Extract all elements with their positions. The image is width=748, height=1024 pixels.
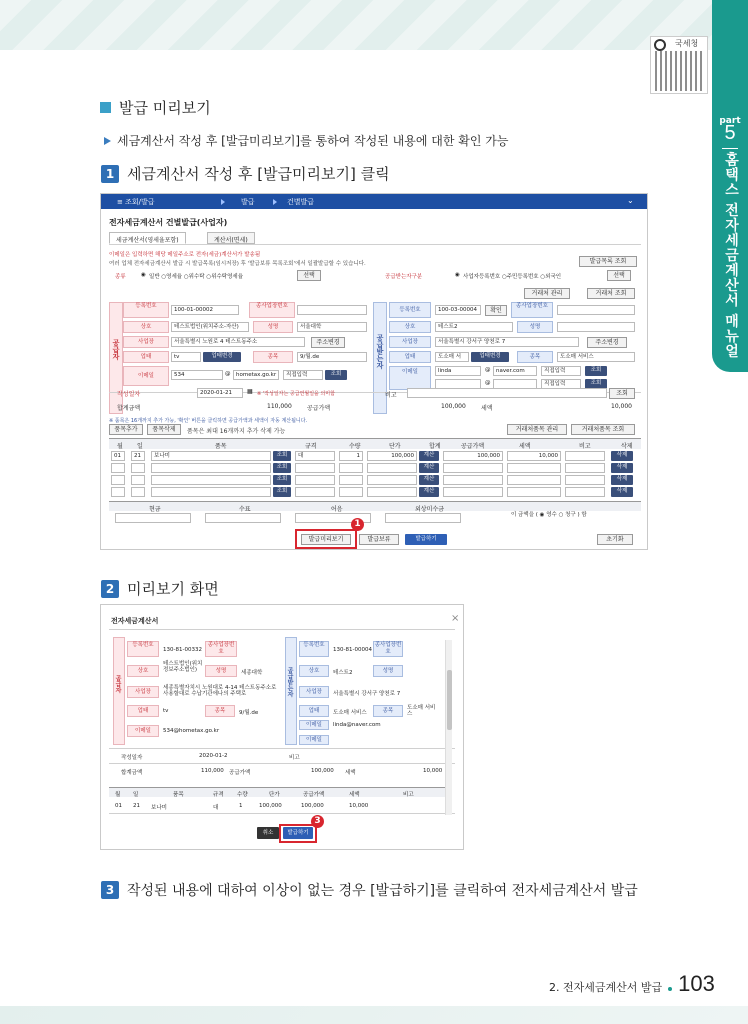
supply-value: 100,000 <box>441 403 466 410</box>
nav-issue[interactable]: 발급 <box>241 198 255 206</box>
step-1-heading <box>101 163 390 184</box>
col-month: 월 <box>117 443 123 450</box>
p-supplier-label: 공급자 <box>114 675 121 693</box>
p-receiver-label: 공급받는자 <box>286 667 293 697</box>
sup-email-query-button[interactable]: 조회 <box>325 370 347 380</box>
row3-price[interactable] <box>367 475 417 485</box>
pay-cash-input[interactable] <box>115 513 191 523</box>
p-sup-biz-label: 업태 <box>127 705 159 717</box>
section-bullet <box>104 132 508 149</box>
step-3-title: 작성된 내용에 대하여 이상이 없는 경우 [발급하기]를 클릭하여 전자세금계산서 발급 <box>127 883 638 899</box>
p-row1-price: 100,000 <box>259 803 282 809</box>
nav-collapse-icon[interactable]: ⌄ <box>627 196 634 205</box>
row1-qty[interactable]: 1 <box>339 451 363 461</box>
p-col-day: 일 <box>133 792 139 798</box>
page-footer <box>549 971 715 997</box>
p-sup-reg-no: 130-81-00332 <box>163 647 202 653</box>
add-hint: 품목은 최대 16개까지 추가 삭제 가능 <box>187 428 286 435</box>
row4-supply[interactable] <box>443 487 503 497</box>
col-day: 일 <box>137 443 143 450</box>
at-sign: @ <box>225 371 231 377</box>
p-supply-label: 공급가액 <box>229 770 251 776</box>
row2-day[interactable] <box>131 463 145 473</box>
list-query-button[interactable]: 발급목록 조회 <box>579 256 637 267</box>
partner-query-button[interactable]: 거래처 조회 <box>587 288 635 299</box>
close-icon[interactable]: × <box>451 613 460 624</box>
row4-qty[interactable] <box>339 487 363 497</box>
rcv-item-label: 종목 <box>517 351 553 363</box>
callout-1: 1 <box>351 518 364 531</box>
p-divider-3 <box>109 813 455 814</box>
p-sup-item: 9/월.de <box>239 710 259 716</box>
rcv-email2-direct-select[interactable]: 직접입력 <box>541 379 581 389</box>
tab-invoice[interactable]: 계산서(면세) <box>207 232 255 244</box>
row1-price[interactable]: 100,000 <box>367 451 417 461</box>
triangle-bullet-icon <box>104 137 111 145</box>
p-row1-qty: 1 <box>239 803 243 809</box>
row4-delete-button[interactable]: 삭제 <box>611 487 633 497</box>
sup-email-id[interactable]: 534 <box>171 370 223 380</box>
p-total: 110,000 <box>201 768 224 774</box>
preview-cancel-button[interactable]: 취소 <box>257 827 279 839</box>
p-row1-tax: 10,000 <box>349 803 369 809</box>
row4-tax[interactable] <box>507 487 561 497</box>
rcv-at-sign: @ <box>485 367 491 373</box>
nav-arrow-icon <box>273 199 277 205</box>
screenshot-preview-dialog <box>100 604 464 850</box>
rcv-biz-label: 업태 <box>389 351 431 363</box>
p-tax: 10,000 <box>423 768 443 774</box>
row4-month[interactable] <box>111 487 125 497</box>
form-title: 전자세금계산서 건별발급(사업자) <box>109 218 228 227</box>
sup-email-domain[interactable]: hometax.go.kr <box>233 370 279 380</box>
rcv-email-query-button[interactable]: 조회 <box>585 366 607 376</box>
p-supply: 100,000 <box>311 768 334 774</box>
supplier-label: 공급자 <box>112 339 120 360</box>
row3-tax[interactable] <box>507 475 561 485</box>
sup-rep-label: 성명 <box>253 321 293 333</box>
sup-sub-label: 종사업장번호 <box>249 302 295 318</box>
row3-qty[interactable] <box>339 475 363 485</box>
date-input[interactable]: 2020-01-21 <box>197 388 243 398</box>
nav-single-issue[interactable]: 건별발급 <box>287 198 315 206</box>
row2-item[interactable] <box>151 463 271 473</box>
p-col-item: 품목 <box>173 792 184 798</box>
sup-email-label: 이메일 <box>123 366 169 386</box>
preview-highlight-box <box>295 529 357 549</box>
receiver-type-label: 공급받는자구분 <box>385 274 423 280</box>
bulk-notice: 여러 업체 전자세금계산서 발급 시 발급목록(임시저장) 후 '발급보류 목록조회'에서 일괄발급할 수 있습니다. <box>109 261 366 267</box>
p-rcv-sub-label: 종사업장번호 <box>374 642 402 655</box>
sup-sub-no-input[interactable] <box>297 305 367 315</box>
tax-label: 세액 <box>481 405 493 412</box>
pay-cash-label: 현금 <box>149 506 161 513</box>
p-sup-rep: 세종대학 <box>241 670 263 676</box>
sup-email-direct-select[interactable]: 직접입력 <box>283 370 323 380</box>
row4-remark[interactable] <box>565 487 605 497</box>
p-col-qty: 수량 <box>237 792 248 798</box>
chapter-side-tab <box>712 0 748 372</box>
delete-item-button[interactable]: 품목삭제 <box>147 424 181 435</box>
sup-biz-change-button[interactable]: 업태변경 <box>203 352 241 362</box>
nav-menu[interactable]: ≡ 조회/발급 <box>117 198 155 206</box>
rcv-email2-query-button[interactable]: 조회 <box>585 379 607 389</box>
p-row1-supply: 100,000 <box>301 803 324 809</box>
preview-scrollbar[interactable] <box>445 640 452 815</box>
p-sup-name-label: 상호 <box>127 665 159 677</box>
pay-credit-label: 외상미수금 <box>415 506 444 513</box>
page-number: 103 <box>678 971 715 996</box>
p-remark-label: 비고 <box>289 755 300 761</box>
step-3-heading <box>101 880 638 900</box>
rcv-email-domain[interactable]: naver.com <box>493 366 537 376</box>
p-divider-2 <box>109 763 455 764</box>
rcv-biz[interactable]: 도소매 서 <box>435 352 469 362</box>
row3-item[interactable] <box>151 475 271 485</box>
rcv-confirm-button[interactable]: 확인 <box>485 305 507 316</box>
rcv-reg-no-label: 등록번호 <box>389 302 431 318</box>
remark-input[interactable] <box>407 388 607 398</box>
col-price: 단가 <box>389 443 401 450</box>
sup-item[interactable]: 9/월.de <box>297 352 367 362</box>
rcv-email-direct-select[interactable]: 직접입력 <box>541 366 581 376</box>
tab-underline <box>109 244 641 245</box>
row1-supply[interactable]: 100,000 <box>443 451 503 461</box>
item-table-header <box>109 438 641 449</box>
preview-scrollbar-thumb[interactable] <box>447 670 452 730</box>
p-col-supply: 공급가액 <box>303 792 325 798</box>
p-sup-rep-label: 성명 <box>205 665 237 677</box>
p-item-header <box>109 787 445 797</box>
square-bullet-icon <box>100 102 111 113</box>
nts-logo-icon <box>654 39 666 51</box>
item-query-button[interactable]: 거래처품목 조회 <box>571 424 635 435</box>
pay-note-label: 어음 <box>331 506 343 513</box>
step-2-title: 미리보기 화면 <box>127 580 219 598</box>
p-rcv-addr: 서울특별시 강서구 양천로 7 <box>333 691 401 697</box>
p-rcv-item-label: 종목 <box>373 705 403 717</box>
row4-spec[interactable] <box>295 487 335 497</box>
p-rcv-name-label: 상호 <box>299 665 329 677</box>
row3-calc-button[interactable]: 계산 <box>419 475 439 485</box>
row4-calc-button[interactable]: 계산 <box>419 487 439 497</box>
col-supply: 공급가액 <box>461 443 485 450</box>
col-tax: 세액 <box>519 443 531 450</box>
sup-reg-no: 100-01-00002 <box>171 305 239 315</box>
p-sup-biz: tv <box>163 708 169 714</box>
col-qty: 수량 <box>349 443 361 450</box>
qr-title: 국세청 <box>675 39 699 48</box>
callout-3: 3 <box>311 815 324 828</box>
row1-item[interactable]: 보나미 <box>151 451 271 461</box>
p-date-label: 작성일자 <box>121 755 143 761</box>
preview-title: 전자세금계산서 <box>111 617 159 625</box>
step-1-title: 세금계산서 작성 후 [발급미리보기] 클릭 <box>127 165 390 183</box>
p-col-tax: 세액 <box>349 792 360 798</box>
row3-supply[interactable] <box>443 475 503 485</box>
col-remark: 비고 <box>579 443 591 450</box>
rcv-rep-input[interactable] <box>557 322 635 332</box>
date-notice: ※ '작성일자는 공급연월일을 의미함 <box>257 391 335 397</box>
pay-credit-input[interactable] <box>385 513 461 523</box>
p-sup-name: 테스트법인(위치정보주소법인) <box>163 661 203 673</box>
p-rcv-biz-label: 업태 <box>299 705 329 717</box>
row3-delete-button[interactable]: 삭제 <box>611 475 633 485</box>
row2-tax[interactable] <box>507 463 561 473</box>
rcv-addr-change-button[interactable]: 주소변경 <box>587 337 627 348</box>
row2-remark[interactable] <box>565 463 605 473</box>
row2-calc-button[interactable]: 계산 <box>419 463 439 473</box>
footer-section-label: 2. 전자세금계산서 발급 <box>549 981 663 994</box>
reset-button[interactable]: 초기화 <box>597 534 633 545</box>
row2-delete-button[interactable]: 삭제 <box>611 463 633 473</box>
receiver-radio-marker[interactable]: ◉ <box>455 272 460 278</box>
top-decorative-band <box>0 0 748 50</box>
nav-bar <box>101 194 647 209</box>
sup-reg-no-label: 등록번호 <box>123 302 169 318</box>
row3-month[interactable] <box>111 475 125 485</box>
row2-supply[interactable] <box>443 463 503 473</box>
section-title-text: 발급 미리보기 <box>119 99 211 117</box>
row1-calc-button[interactable]: 계산 <box>419 451 439 461</box>
col-sum: 합계 <box>429 443 441 450</box>
p-rcv-rep-label: 성명 <box>373 665 403 677</box>
p-col-price: 단가 <box>269 792 280 798</box>
row2-price[interactable] <box>367 463 417 473</box>
total-label: 합계금액 <box>117 405 141 412</box>
sup-item-label: 종목 <box>253 351 293 363</box>
partner-manage-button[interactable]: 거래처 관리 <box>524 288 570 299</box>
add-item-button[interactable]: 품목추가 <box>109 424 143 435</box>
calendar-icon[interactable]: ▦ <box>247 388 253 395</box>
date-label: 작성일자 <box>117 391 141 398</box>
receiver-select-button[interactable]: 선택 <box>607 270 631 281</box>
rcv-at-sign-2: @ <box>485 380 491 386</box>
receiver-label: 공급받는자 <box>376 334 384 369</box>
sup-name-label: 상호 <box>123 321 169 333</box>
issue-hold-button[interactable]: 발급보류 <box>359 534 399 545</box>
row1-spec[interactable]: 대 <box>295 451 335 461</box>
row3-query-button[interactable]: 조회 <box>273 475 291 485</box>
p-rcv-reg-label: 등록번호 <box>299 641 329 657</box>
pay-check-input[interactable] <box>205 513 281 523</box>
p-col-month: 월 <box>115 792 121 798</box>
claim-text[interactable]: 이 금액을 ( ◉ 영수 ○ 청구 ) 함 <box>511 512 587 518</box>
supply-label: 공급가액 <box>307 405 331 412</box>
rcv-email-label: 이메일 <box>389 366 431 390</box>
row2-month[interactable] <box>111 463 125 473</box>
part-label: part <box>719 116 741 126</box>
p-sup-addr-label: 사업장 <box>127 686 159 698</box>
row2-spec[interactable] <box>295 463 335 473</box>
row-notice: ※ 품목은 16개까지 추가 가능, '확인' 버튼을 클릭하면 공급가액과 세액이 자동 계산됩니다. <box>109 418 308 424</box>
bottom-decorative-band <box>0 1006 748 1024</box>
rcv-name[interactable]: 테스트2 <box>435 322 513 332</box>
row3-spec[interactable] <box>295 475 335 485</box>
col-spec: 규격 <box>305 443 317 450</box>
rcv-rep-label: 성명 <box>517 321 553 333</box>
row1-day[interactable]: 21 <box>131 451 145 461</box>
step-2-heading <box>101 578 219 599</box>
row1-remark[interactable] <box>565 451 605 461</box>
p-rcv-email: linda@naver.com <box>333 722 381 728</box>
pay-check-label: 수표 <box>239 506 251 513</box>
p-rcv-biz: 도소매 서비스 <box>333 710 367 716</box>
sup-rep[interactable]: 서울대학 <box>297 322 367 332</box>
p-divider-1 <box>109 748 455 749</box>
issue-highlight-box <box>279 824 317 843</box>
p-sup-item-label: 종목 <box>205 705 235 717</box>
p-rcv-name: 테스트2 <box>333 670 353 676</box>
type-select-button[interactable]: 선택 <box>297 270 321 281</box>
col-delete: 삭제 <box>621 443 633 450</box>
email-notice: 이메일은 입력하면 해당 메일주소로 전자(세금)계산서가 발송됨 <box>109 252 261 258</box>
row1-month[interactable]: 01 <box>111 451 125 461</box>
sup-name[interactable]: 테스트법인(위치주소-자산) <box>171 322 249 332</box>
p-row1-item: 보나미 <box>151 805 167 811</box>
p-col-remark: 비고 <box>403 792 414 798</box>
row4-day[interactable] <box>131 487 145 497</box>
row3-day[interactable] <box>131 475 145 485</box>
p-rcv-reg-no: 130-81-00004 <box>333 647 372 653</box>
row4-item[interactable] <box>151 487 271 497</box>
step-3-number: 3 <box>101 881 119 899</box>
qr-code <box>650 36 708 94</box>
rcv-reg-no[interactable]: 100-03-00004 <box>435 305 481 315</box>
type-label: 종류 <box>115 274 126 280</box>
p-sup-sub-label: 종사업장번호 <box>205 641 237 657</box>
p-date: 2020-01-2 <box>199 753 228 759</box>
screenshot-issue-form <box>100 193 648 550</box>
row2-query-button[interactable]: 조회 <box>273 463 291 473</box>
row2-qty[interactable] <box>339 463 363 473</box>
p-col-spec: 규격 <box>213 792 224 798</box>
qr-pattern <box>655 51 705 91</box>
nav-arrow-icon <box>221 199 225 205</box>
p-rcv-item: 도소매 서비스 <box>407 705 436 717</box>
receiver-type-options[interactable]: 사업자등록번호 ○주민등록번호 ○외국인 <box>463 274 562 280</box>
sup-addr-label: 사업장 <box>123 336 169 348</box>
type-options[interactable]: 일반 ○영세율 ○위수탁 ○위수탁영세율 <box>149 274 244 280</box>
p-total-label: 합계금액 <box>121 770 143 776</box>
p-tax-label: 세액 <box>345 770 356 776</box>
rcv-addr-label: 사업장 <box>389 336 431 348</box>
p-rcv-email2-label: 이메일 <box>299 735 329 745</box>
sup-biz-label: 업태 <box>123 351 169 363</box>
p-sup-reg-label: 등록번호 <box>127 641 159 657</box>
p-rcv-addr-label: 사업장 <box>299 686 329 698</box>
rcv-sub-no-input[interactable] <box>557 305 635 315</box>
step-1-number: 1 <box>101 165 119 183</box>
tab-tax-invoice[interactable]: 세금계산서(영세율포함) <box>109 232 186 244</box>
title-divider <box>109 629 455 630</box>
sup-addr-change-button[interactable]: 주소변경 <box>311 337 345 348</box>
type-row <box>109 270 641 281</box>
rcv-sub-label: 종사업장번호 <box>511 302 553 318</box>
remark-query-button[interactable]: 조회 <box>609 388 635 399</box>
tab-divider <box>722 148 738 149</box>
section-bullet-text: 세금계산서 작성 후 [발급미리보기]를 통하여 작성된 내용에 대한 확인 가능 <box>117 134 509 148</box>
preview-issue-button[interactable]: 발급하기 <box>283 827 313 839</box>
col-item: 품목 <box>215 443 227 450</box>
row1-query-button[interactable]: 조회 <box>273 451 291 461</box>
footer-dot-icon <box>668 987 672 991</box>
row4-price[interactable] <box>367 487 417 497</box>
p-row1-spec: 대 <box>213 805 219 811</box>
row3-remark[interactable] <box>565 475 605 485</box>
sup-addr[interactable]: 서울특별시 노원로 4 테스트동주소 <box>171 337 305 347</box>
item-manage-button[interactable]: 거래처품목 관리 <box>507 424 567 435</box>
sup-biz[interactable]: tv <box>171 352 201 362</box>
row1-delete-button[interactable]: 삭제 <box>611 451 633 461</box>
rcv-addr[interactable]: 서울특별시 강서구 양천로 7 <box>435 337 579 347</box>
preview-issue-button[interactable]: 발급미리보기 <box>301 534 351 545</box>
p-row1-day: 21 <box>133 803 140 809</box>
rcv-biz-change-button[interactable]: 업태변경 <box>471 352 509 362</box>
issue-button[interactable]: 발급하기 <box>405 534 447 545</box>
row4-query-button[interactable]: 조회 <box>273 487 291 497</box>
p-row1-month: 01 <box>115 803 122 809</box>
total-value: 110,000 <box>267 403 292 410</box>
rcv-name-label: 상호 <box>389 321 431 333</box>
p-rcv-email-label: 이메일 <box>299 720 329 730</box>
type-radio-marker[interactable]: ◉ <box>141 272 146 278</box>
p-sup-email: 534@hometax.go.kr <box>163 728 220 734</box>
step-2-number: 2 <box>101 580 119 598</box>
chapter-title: 홈택스 전자세금계산서 매뉴얼 <box>723 152 739 359</box>
tax-value: 10,000 <box>611 403 632 410</box>
p-sup-email-label: 이메일 <box>127 725 159 737</box>
section-title <box>100 97 211 118</box>
row1-tax[interactable]: 10,000 <box>507 451 561 461</box>
remark-label: 비고 <box>385 392 397 399</box>
part-number: 5 <box>724 122 736 144</box>
rcv-email-id[interactable]: linda <box>435 366 481 376</box>
p-sup-addr: 세종특별자치시 노원대로 4-14 테스트동주소로 사용할대로 수납기관에나의 주택로 <box>163 685 277 697</box>
rcv-item[interactable]: 도소매 서비스 <box>557 352 635 362</box>
